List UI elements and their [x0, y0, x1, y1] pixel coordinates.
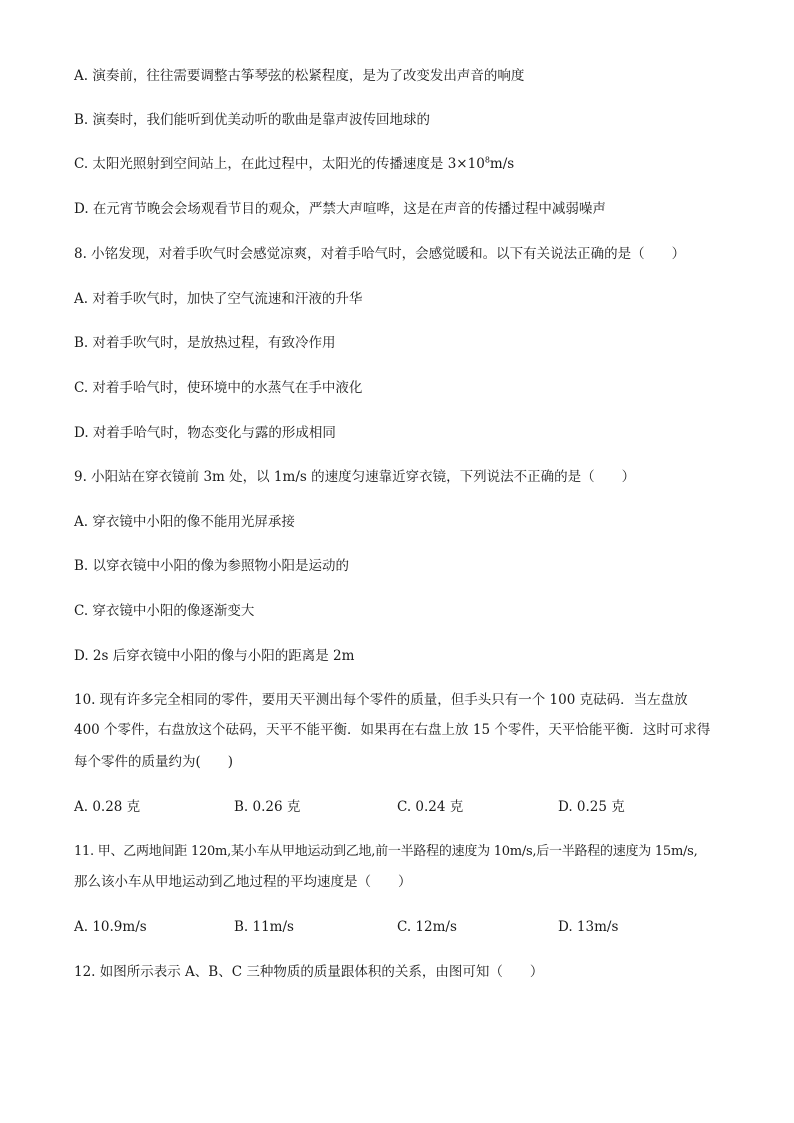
q12-stem: 12. 如图所示表示 A、B、C 三种物质的质量跟体积的关系，由图可知（ ）	[74, 964, 544, 980]
q11-stem-line-1: 11. 甲、乙两地间距 120m,某小车从甲地运动到乙地,前一半路程的速度为 10m/s,后一半路程的速度为 15m/s,	[74, 844, 698, 859]
q10-option-c: C. 0.24 克	[397, 799, 464, 815]
q9-option-a: A. 穿衣镜中小阳的像不能用光屏承接	[74, 514, 295, 530]
q8-option-c: C. 对着手哈气时，使环境中的水蒸气在手中液化	[74, 380, 363, 396]
q10-stem-line-2: 400 个零件，右盘放这个砝码，天平不能平衡．如果再在右盘上放 15 个零件，天平恰能平衡．这时可求得	[74, 722, 711, 738]
q10-option-b: B. 0.26 克	[234, 799, 301, 815]
q7-option-c-text: C. 太阳光照射到空间站上，在此过程中，太阳光的传播速度是 3×10	[74, 156, 485, 172]
q7-option-c-unit: m/s	[489, 156, 515, 172]
q10-options	[74, 797, 734, 817]
q8-option-d: D. 对着手哈气时，物态变化与露的形成相同	[74, 425, 336, 441]
q7-option-d: D. 在元宵节晚会会场观看节目的观众，严禁大声喧哗，这是在声音的传播过程中减弱噪声	[74, 201, 606, 217]
q9-option-d: D. 2s 后穿衣镜中小阳的像与小阳的距离是 2m	[74, 648, 355, 664]
q11-option-c: C. 12m/s	[397, 919, 457, 935]
q11-option-a: A. 10.9m/s	[74, 919, 147, 935]
q9-stem: 9. 小阳站在穿衣镜前 3m 处，以 1m/s 的速度匀速靠近穿衣镜，下列说法不正确的是（ ）	[74, 469, 636, 485]
q10-stem-line-1: 10. 现有许多完全相同的零件，要用天平测出每个零件的质量，但手头只有一个 100 克砝码．当左盘放	[74, 692, 688, 708]
q11-stem-line-2: 那么该小车从甲地运动到乙地过程的平均速度是（ ）	[74, 874, 412, 890]
q7-option-c-exponent: 8	[484, 155, 490, 165]
q8-option-b: B. 对着手吹气时，是放热过程，有致冷作用	[74, 335, 336, 351]
q10-option-d: D. 0.25 克	[558, 799, 625, 815]
q9-option-b: B. 以穿衣镜中小阳的像为参照物小阳是运动的	[74, 558, 350, 574]
q7-option-c	[74, 154, 514, 174]
q7-option-b: B. 演奏时，我们能听到优美动听的歌曲是靠声波传回地球的	[74, 112, 431, 128]
q9-option-c: C. 穿衣镜中小阳的像逐渐变大	[74, 603, 255, 619]
q10-stem-line-3: 每个零件的质量约为( )	[74, 754, 234, 770]
q11-options	[74, 917, 734, 937]
q8-stem: 8. 小铭发现，对着手吹气时会感觉凉爽，对着手哈气时，会感觉暖和。以下有关说法正确的是（ ）	[74, 246, 686, 262]
q11-option-d: D. 13m/s	[558, 919, 619, 935]
q7-option-a: A. 演奏前，往往需要调整古筝琴弦的松紧程度，是为了改变发出声音的响度	[74, 68, 525, 84]
q11-option-b: B. 11m/s	[234, 919, 294, 935]
q10-option-a: A. 0.28 克	[74, 799, 141, 815]
q8-option-a: A. 对着手吹气时，加快了空气流速和汗液的升华	[74, 291, 363, 307]
